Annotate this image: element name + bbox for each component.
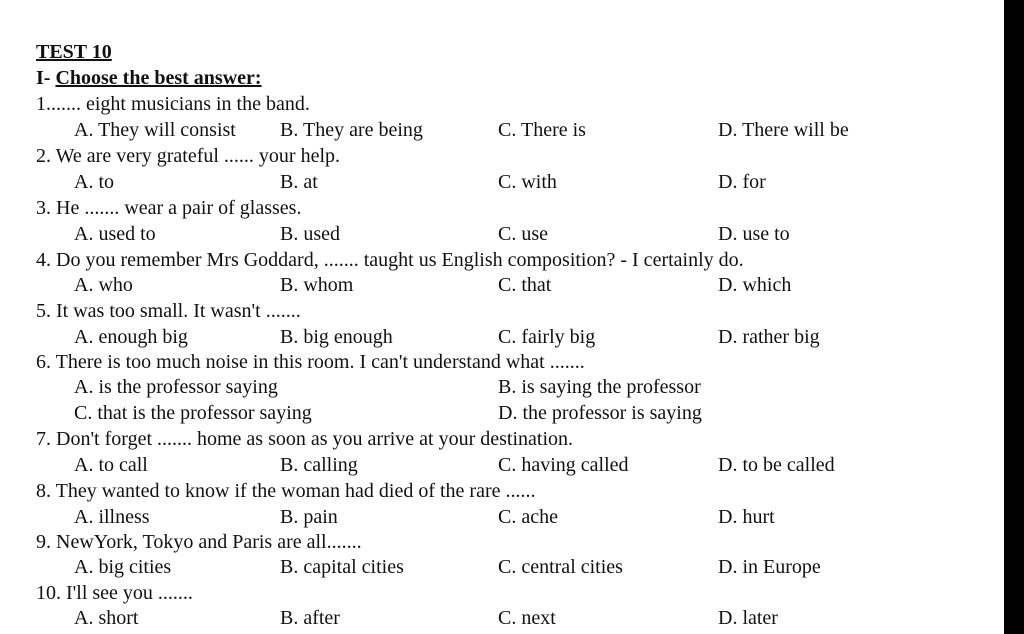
question-2-option-d: D. for — [718, 171, 766, 193]
question-6-option-d: D. the professor is saying — [498, 402, 702, 424]
question-5-option-a: A. enough big — [74, 326, 188, 348]
question-7-stem: 7. Don't forget ....... home as soon as you arrive at your destination. — [36, 428, 574, 450]
question-10-stem: 10. I'll see you ....... — [36, 582, 193, 604]
question-3-stem: 3. He ....... wear a pair of glasses. — [36, 197, 302, 219]
question-7-option-a: A. to call — [74, 454, 148, 476]
question-5-option-b: B. big enough — [280, 326, 393, 348]
question-9-option-b: B. capital cities — [280, 556, 404, 578]
section-heading — [36, 66, 262, 90]
question-2-option-c: C. with — [498, 171, 557, 193]
question-4-option-c: C. that — [498, 274, 552, 296]
question-7-option-d: D. to be called — [718, 454, 835, 476]
question-2-option-a: A. to — [74, 171, 114, 193]
section-title: Choose the best answer: — [55, 67, 262, 89]
question-10-option-b: B. after — [280, 607, 340, 629]
question-6-option-c: C. that is the professor saying — [74, 402, 312, 424]
question-8-stem: 8. They wanted to know if the woman had died of the rare ...... — [36, 480, 536, 502]
question-6-option-a: A. is the professor saying — [74, 376, 278, 398]
question-8-option-d: D. hurt — [718, 506, 775, 528]
question-8-option-c: C. ache — [498, 506, 558, 528]
question-2-option-b: B. at — [280, 171, 318, 193]
question-10-option-a: A. short — [74, 607, 139, 629]
question-3-option-b: B. used — [280, 223, 340, 245]
question-10-option-d: D. later — [718, 607, 778, 629]
question-1-option-d: D. There will be — [718, 119, 849, 141]
question-5-option-c: C. fairly big — [498, 326, 596, 348]
question-9-stem: 9. NewYork, Tokyo and Paris are all....... — [36, 531, 362, 553]
question-2-stem: 2. We are very grateful ...... your help. — [36, 145, 341, 167]
question-9-option-a: A. big cities — [74, 556, 172, 578]
question-6-stem: 6. There is too much noise in this room. I can't understand what ....... — [36, 351, 585, 373]
question-1-stem: 1....... eight musicians in the band. — [36, 93, 310, 115]
question-8-option-a: A. illness — [74, 506, 150, 528]
black-edge-bar — [1004, 0, 1024, 634]
test-document — [36, 0, 996, 634]
question-9-option-d: D. in Europe — [718, 556, 821, 578]
question-1-option-c: C. There is — [498, 119, 586, 141]
question-6-option-b: B. is saying the professor — [498, 376, 701, 398]
question-3-option-d: D. use to — [718, 223, 790, 245]
question-3-option-c: C. use — [498, 223, 548, 245]
question-5-stem: 5. It was too small. It wasn't ....... — [36, 300, 301, 322]
question-3-option-a: A. used to — [74, 223, 156, 245]
question-4-option-b: B. whom — [280, 274, 354, 296]
question-9-option-c: C. central cities — [498, 556, 623, 578]
question-8-option-b: B. pain — [280, 506, 338, 528]
question-5-option-d: D. rather big — [718, 326, 820, 348]
question-4-option-a: A. who — [74, 274, 133, 296]
question-4-stem: 4. Do you remember Mrs Goddard, ....... taught us English composition? - I certainly do. — [36, 249, 744, 271]
question-10-option-c: C. next — [498, 607, 556, 629]
test-title: TEST 10 — [36, 41, 112, 63]
section-prefix: I- — [36, 67, 56, 89]
question-7-option-c: C. having called — [498, 454, 629, 476]
question-1-option-a: A. They will consist — [74, 119, 236, 141]
question-7-option-b: B. calling — [280, 454, 358, 476]
question-4-option-d: D. which — [718, 274, 792, 296]
question-1-option-b: B. They are being — [280, 119, 423, 141]
